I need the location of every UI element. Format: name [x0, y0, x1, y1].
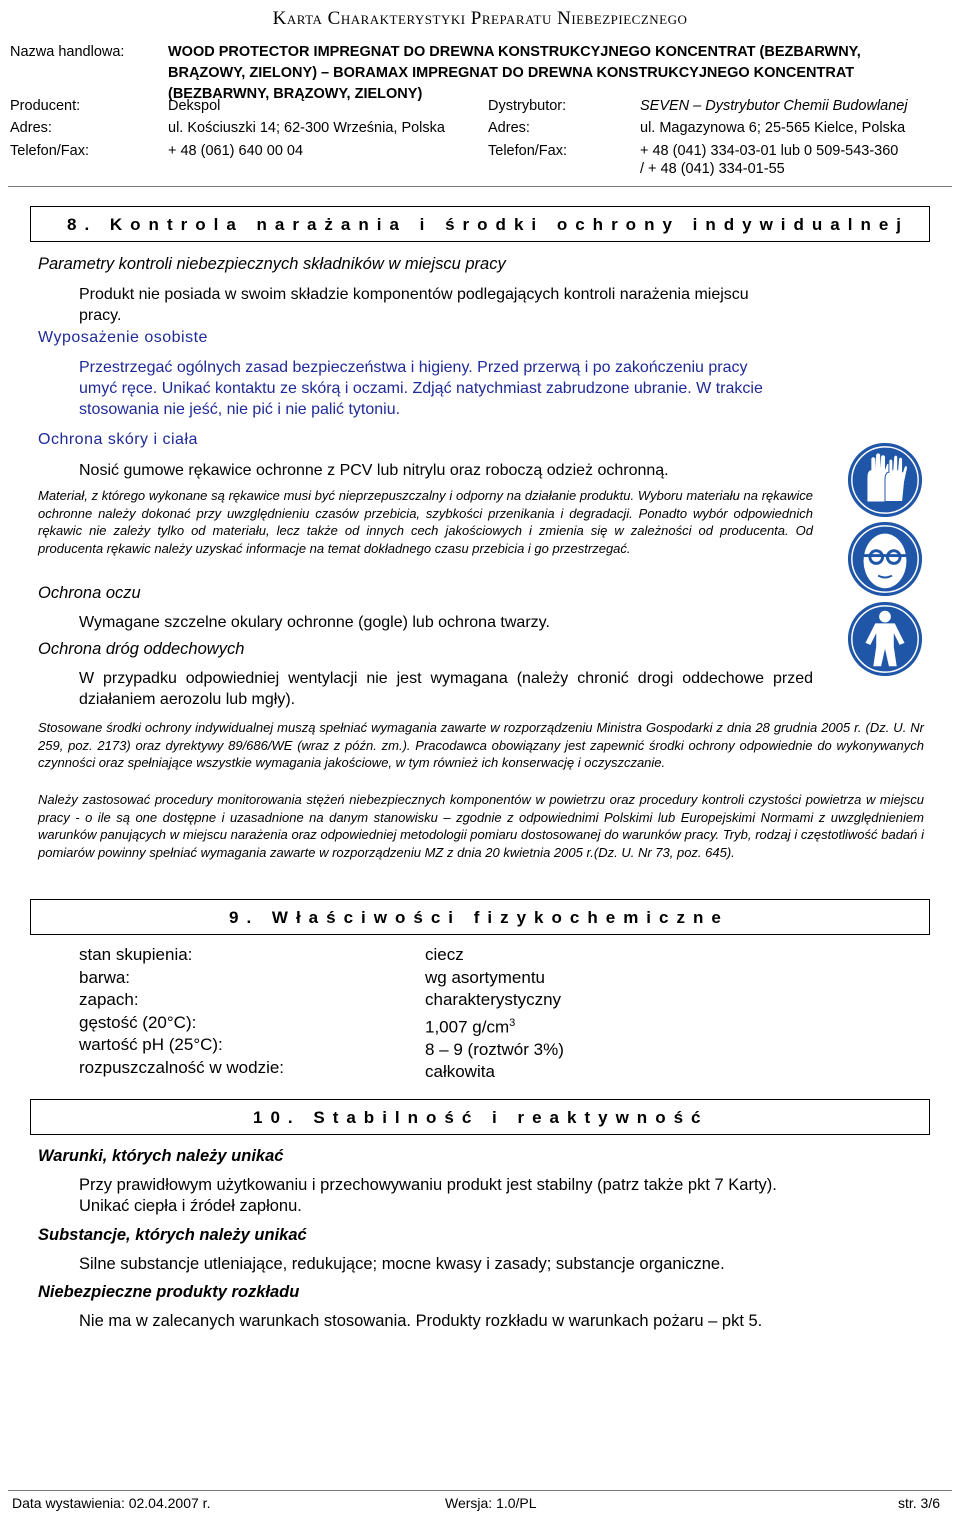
- avoid-substances-heading: Substancje, których należy unikać: [38, 1226, 307, 1244]
- property-value: wg asortymentu: [425, 967, 545, 987]
- property-value: [425, 1012, 564, 1039]
- resp-text: W przypadku odpowiedniej wentylacji nie jest wymagana (należy chronić drogi oddechowe przed działaniem aerozolu lub mgły).: [79, 670, 813, 708]
- producer-address-label: Adres:: [10, 120, 52, 136]
- monitoring-note: Należy zastosować procedury monitorowania stężeń niebezpiecznych komponentów w powietrzu oraz procedury kontroli czystości powietrza w miejscu pracy - o ile są one dostępne i uzasadnione na danym stanowisku – zgodnie z odpowiednimi Polskimi lub Europejskimi Normami z uwzględnieniem warunków panujących w miejscu narażenia oraz odpowiedniej metodologii pomiaru dostosowanej do warunków pracy. Tryb, rodzaj i częstotliwość badań i pomiarów powinny spełniać wymagania zawarte w rozporządzeniu MZ z dnia 20 kwietnia 2005 r.(Dz. U. Nr 73, poz. 645).: [38, 792, 924, 860]
- distributor-name: SEVEN – Dystrybutor Chemii Budowlanej: [640, 98, 908, 114]
- trade-name-label: Nazwa handlowa:: [10, 44, 125, 60]
- gloves-icon: [846, 441, 924, 519]
- skin-note: Materiał, z którego wykonane są rękawice musi być nieprzepuszczalny i odporny na działanie produktu. Wyboru materiału na rękawice ochronne należy dokonać przy uwzględnieniu czasów przebicia, szybkości przenikania i degradacji. Ponadto wybór odpowiednich rękawic nie zależy tylko od materiału, lecz także od innych cech jakościowych i zmienia się w zależności od producenta. Od producenta rękawic należy uzyskać informacje na temat dokładnego czasu przebicia i go przestrzegać.: [38, 488, 813, 556]
- distributor-phone-2: / + 48 (041) 334-01-55: [640, 161, 785, 177]
- property-label: gęstość (20°C):: [79, 1012, 197, 1032]
- section-9-box: [30, 899, 930, 935]
- eye-text: Wymagane szczelne okulary ochronne (gogle) lub ochrona twarzy.: [79, 614, 550, 631]
- trade-name-line: (BEZBARWNY, BRĄZOWY, ZIELONY): [168, 86, 423, 102]
- document-title: Karta Charakterystyki Preparatu Niebezpiecznego: [272, 8, 688, 29]
- property-label: wartość pH (25°C):: [79, 1035, 223, 1054]
- avoid-conditions-text: [79, 1175, 777, 1217]
- section-10-box: [30, 1099, 930, 1135]
- param-text-line: Produkt nie posiada w swoim składzie komponentów podlegających kontroli narażenia miejscu: [79, 286, 749, 303]
- density-value: 1,007 g/cm: [425, 1017, 510, 1037]
- regulation-note: Stosowane środki ochrony indywidualnej muszą spełniać wymagania zawarte w rozporządzeniu Ministra Gospodarki z dnia 28 grudnia 2005 r. (Dz. U. Nr 259, poz. 2173) oraz dyrektywy 89/686/WE (wraz z późn. zm.). Pracodawca obowiązany jest zapewnić środki ochrony odpowiednie do wykonywanych czynności oraz spełniające wszystkie wymagania jakościowe, w tym również ich konserwację i oczyszczanie.: [38, 720, 924, 770]
- producer-address: ul. Kościuszki 14; 62-300 Września, Polska: [168, 120, 445, 136]
- goggles-icon: [846, 520, 924, 598]
- eye-heading: Ochrona oczu: [38, 584, 141, 602]
- trade-name-line: BRĄZOWY, ZIELONY) – BORAMAX IMPREGNAT DO DREWNA KONSTRUKCYJNEGO KONCENTRAT: [168, 65, 855, 81]
- version: Wersja: 1.0/PL: [445, 1495, 537, 1511]
- property-value: całkowita: [425, 1062, 495, 1082]
- avoid-conditions-line: Unikać ciepła i źródeł zapłonu.: [79, 1197, 302, 1215]
- protective-suit-icon: [846, 600, 924, 678]
- param-text: [79, 284, 749, 326]
- skin-text: Nosić gumowe rękawice ochronne z PCV lub nitrylu oraz roboczą odzież ochronną.: [79, 462, 669, 479]
- header-divider: [8, 186, 952, 187]
- ppe-text-line: umyć ręce. Unikać kontaktu ze skórą i oczami. Zdjąć natychmiast zabrudzone ubranie. W trakcie: [79, 380, 763, 397]
- property-value: ciecz: [425, 945, 464, 964]
- property-label: zapach:: [79, 990, 139, 1009]
- properties-values: [425, 944, 564, 1084]
- section-8-title: 8. Kontrola narażania i środki ochrony indywidualnej: [67, 215, 910, 234]
- trade-name-line: WOOD PROTECTOR IMPREGNAT DO DREWNA KONSTRUKCYJNEGO KONCENTRAT (BEZBARWNY,: [168, 44, 861, 60]
- avoid-substances-text: Silne substancje utleniające, redukujące; mocne kwasy i zasady; substancje organiczne.: [79, 1255, 725, 1273]
- distributor-label: Dystrybutor:: [488, 98, 567, 114]
- producer-name: Dekspol: [168, 98, 221, 114]
- property-label: rozpuszczalność w wodzie:: [79, 1057, 285, 1077]
- distributor-address-label: Adres:: [488, 120, 530, 136]
- footer-divider: [8, 1490, 952, 1491]
- avoid-conditions-line: Przy prawidłowym użytkowaniu i przechowywaniu produkt jest stabilny (patrz także pkt 7 Karty).: [79, 1176, 777, 1194]
- param-heading-text: Parametry kontroli niebezpiecznych składników w miejscu pracy: [38, 255, 506, 273]
- section-10-title: 10. Stabilność i reaktywność: [253, 1108, 709, 1127]
- param-text-line: pracy.: [79, 307, 122, 324]
- property-label: stan skupienia:: [79, 945, 193, 964]
- resp-heading: Ochrona dróg oddechowych: [38, 640, 245, 658]
- properties-labels: [79, 944, 284, 1079]
- property-value: 8 – 9 (roztwór 3%): [425, 1039, 564, 1059]
- section-9-title: 9. Właściwości fizykochemiczne: [229, 908, 729, 927]
- density-unit-sup: 3: [509, 1016, 516, 1029]
- producer-label: Producent:: [10, 98, 81, 114]
- distributor-phone-label: Telefon/Fax:: [488, 143, 567, 159]
- ppe-heading: Wyposażenie osobiste: [38, 329, 208, 346]
- ppe-text-line: Przestrzegać ogólnych zasad bezpieczeństwa i higieny. Przed przerwą i po zakończeniu pracy: [79, 359, 748, 376]
- distributor-phone: + 48 (041) 334-03-01 lub 0 509-543-360: [640, 143, 899, 159]
- distributor-address: ul. Magazynowa 6; 25-565 Kielce, Polska: [640, 120, 906, 136]
- producer-phone: + 48 (061) 640 00 04: [168, 143, 304, 159]
- skin-heading: Ochrona skóry i ciała: [38, 431, 198, 448]
- page-number: str. 3/6: [898, 1495, 941, 1511]
- property-label: barwa:: [79, 967, 131, 987]
- avoid-conditions-heading: Warunki, których należy unikać: [38, 1147, 284, 1165]
- ppe-text: [79, 357, 924, 420]
- decomposition-heading: Niebezpieczne produkty rozkładu: [38, 1283, 300, 1301]
- issue-date: Data wystawienia: 02.04.2007 r.: [12, 1495, 211, 1511]
- ppe-text-line: stosowania nie jeść, nie pić i nie palić tytoniu.: [79, 401, 401, 418]
- param-heading: [38, 255, 506, 274]
- section-8-box: [30, 206, 930, 242]
- property-value: charakterystyczny: [425, 990, 562, 1009]
- producer-phone-label: Telefon/Fax:: [10, 143, 89, 159]
- decomposition-text: Nie ma w zalecanych warunkach stosowania. Produkty rozkładu w warunkach pożaru – pkt 5.: [79, 1312, 763, 1330]
